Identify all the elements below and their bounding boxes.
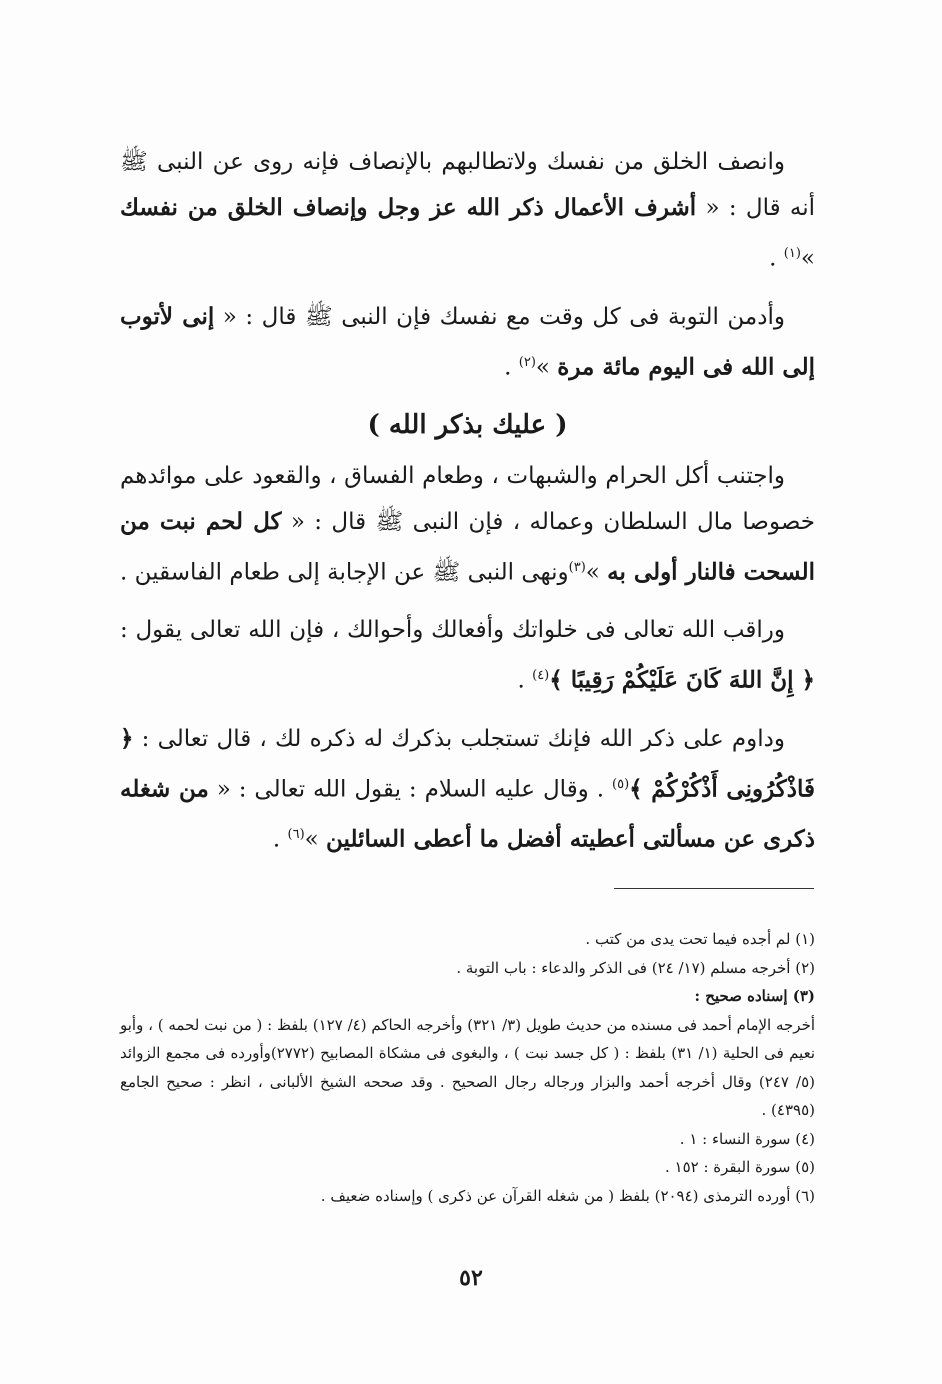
hadith-quote: من شغله ذكرى عن مسألتى أعطيته أفضل ما أعطى السائلين bbox=[120, 775, 815, 853]
footnotes bbox=[120, 925, 815, 1210]
footnote-2: (٢) أخرجه مسلم (١٧/ ٢٤) فى الذكر والدعاء : باب التوبة . bbox=[456, 958, 815, 977]
text: وراقب الله تعالى فى خلواتك وأفعالك وأحوالك ، فإن الله تعالى يقول : bbox=[120, 616, 785, 643]
hadith-quote: إنى لأتوب إلى الله فى اليوم مائة مرة bbox=[120, 302, 815, 381]
footnote-ref: (٤) bbox=[532, 667, 550, 683]
page-body bbox=[120, 140, 815, 875]
text: . bbox=[504, 354, 519, 381]
text: . bbox=[517, 667, 533, 694]
text: واجتنب أكل الحرام والشبهات ، وطعام الفساق ، والقعود على موائدهم خصوصا مال السلطان وعماله ، فإن النبى ﷺ قال : « bbox=[120, 463, 815, 536]
footnote-5: (٥) سورة البقرة : ١٥٢ . bbox=[664, 1158, 815, 1176]
text: . bbox=[769, 245, 784, 272]
footnote-ref: (٢) bbox=[518, 354, 536, 370]
quran-verse: ﴿ فَاذْكُرُونِى أَذْكُرْكُمْ ﴾ bbox=[120, 724, 815, 803]
footnote-3-body: أخرجه الإمام أحمد فى مسنده من حديث طويل (٣/ ٣٢١) وأخرجه الحاكم (٤/ ١٢٧) بلفظ : ( من نبت لحمه ) ، وأبو نعيم فى الحلية (١/ ٣١) بلفظ : ( كل جسد نبت ) ، والبغوى فى مشكاة المصابيح (٢٧٧٢)وأورده فى مجمع الزوائد (٥/ ٢٤٧) وقال أخرجه أحمد والبزار ورجاله رجال الصحيح . وقد صححه الشيخ الألبانى ، انظر : صحيح الجامع (٤٣٩٥) . bbox=[120, 1015, 816, 1119]
footnote-6: (٦) أورده الترمذى (٢٠٩٤) بلفظ ( من شغله القرآن عن ذكرى ) وإسناده ضعيف . bbox=[320, 1186, 815, 1205]
footnote-ref: (٦) bbox=[287, 827, 305, 843]
paragraph-4 bbox=[120, 608, 815, 704]
text: ونهى النبى ﷺ عن الإجابة إلى طعام الفاسقين . bbox=[120, 559, 569, 586]
quran-verse: ﴿ إِنَّ اللهَ كَانَ عَلَيْكُمْ رَقِيبًا ﴾ bbox=[549, 666, 815, 694]
hadith-quote: أشرف الأعمال ذكر الله عز وجل وإنصاف الخلق من نفسك bbox=[120, 194, 697, 221]
page-number: ٥٢ bbox=[459, 1265, 483, 1291]
footnote-ref: (١) bbox=[783, 246, 801, 261]
text: » bbox=[535, 354, 558, 381]
text: . وقال عليه السلام : يقول الله تعالى : « bbox=[208, 776, 612, 803]
footnote-1: (١) لم أجده فيما تحت يدى من كتب . bbox=[585, 930, 815, 948]
text: وداوم على ذكر الله فإنك تستجلب بذكرك له ذكره لك ، قال تعالى : bbox=[133, 725, 785, 752]
footnote-4: (٤) سورة النساء : ١ . bbox=[679, 1129, 815, 1148]
footnote-label: (٣) إسناده صحيح : bbox=[694, 987, 815, 1005]
hadith-quote: كل لحم نبت من السحت فالنار أولى به bbox=[120, 508, 815, 586]
footnote-3-label bbox=[120, 982, 815, 1011]
text: » bbox=[585, 559, 608, 586]
text: وانصف الخلق من نفسك ولاتطالبهم بالإنصاف فإنه روى عن النبى ﷺ أنه قال : « bbox=[120, 149, 815, 221]
paragraph-5 bbox=[120, 716, 815, 863]
footnote-ref: (٥) bbox=[612, 776, 630, 792]
footnote-separator bbox=[614, 888, 814, 889]
footnote-ref: (٣) bbox=[568, 560, 586, 576]
paragraph-2 bbox=[120, 294, 815, 391]
paragraph-1 bbox=[120, 140, 815, 282]
text: » bbox=[304, 826, 327, 853]
section-heading: ( عليك بذكر الله ) bbox=[367, 410, 568, 441]
text: وأدمن التوبة فى كل وقت مع نفسك فإن النبى ﷺ قال : « bbox=[214, 303, 785, 330]
paragraph-3 bbox=[120, 454, 815, 596]
text: » bbox=[800, 245, 815, 272]
text: . bbox=[272, 826, 288, 853]
